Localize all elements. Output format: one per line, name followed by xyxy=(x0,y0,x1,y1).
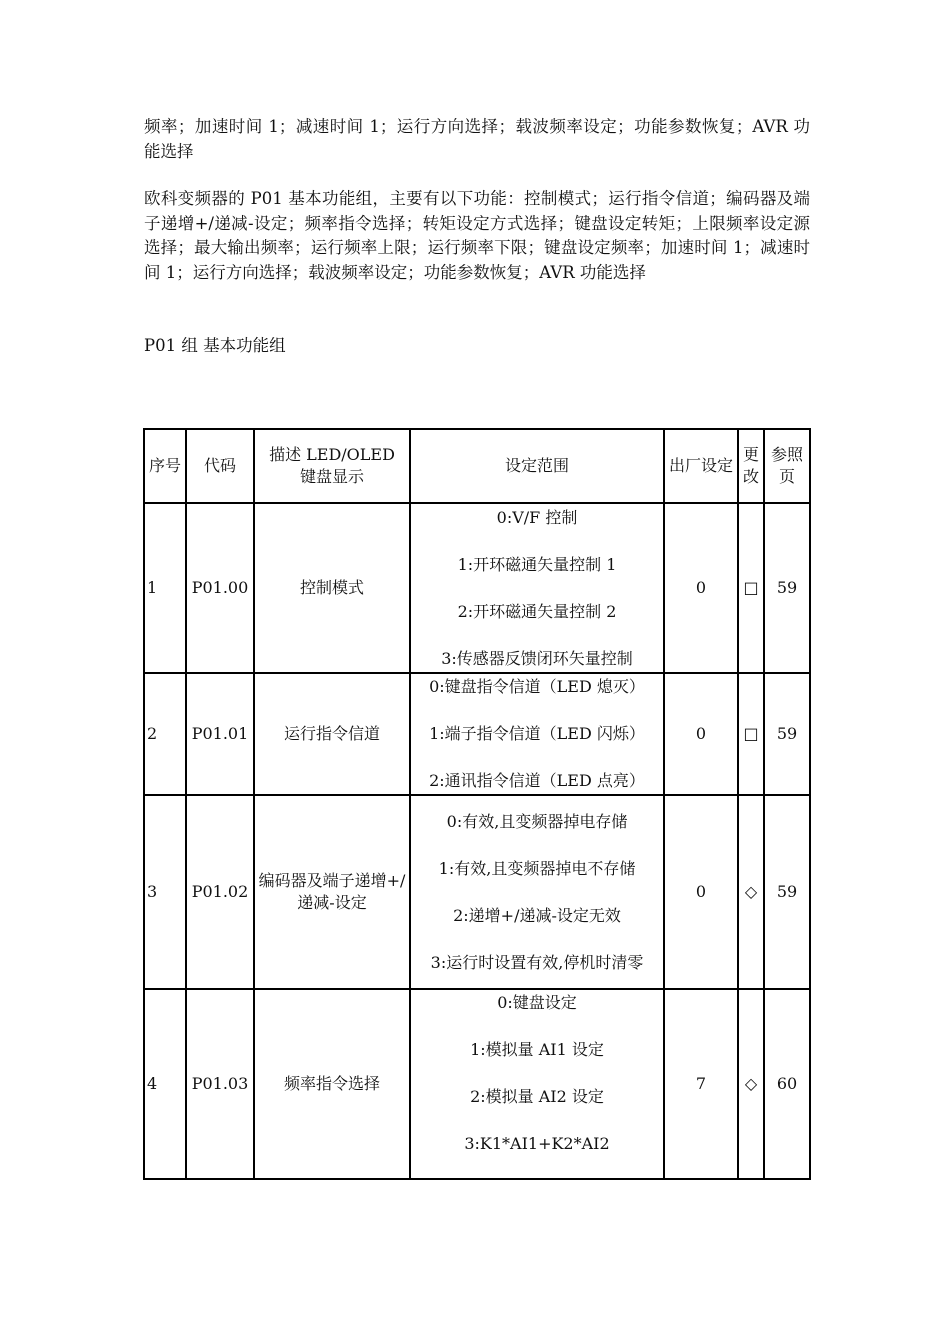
table-row xyxy=(145,990,809,1178)
range-option: 0:键盘设定 xyxy=(497,993,577,1012)
range-option: 2:递增+/递减-设定无效 xyxy=(453,905,621,925)
header-range: 设定范围 xyxy=(411,430,663,502)
row-range xyxy=(411,504,663,672)
table-header-row xyxy=(145,430,809,502)
row-default: 0 xyxy=(665,674,737,794)
header-code: 代码 xyxy=(187,430,253,502)
range-option: 3:传感器反馈闭环矢量控制 xyxy=(441,648,633,668)
row-no: 2 xyxy=(145,674,185,794)
range-option: 1:端子指令信道（LED 闪烁） xyxy=(429,724,645,743)
intro-summary: 欧科变频器的 P01 基本功能组，主要有以下功能：控制模式；运行指令信道；编码器及端子递增+/递减-设定；频率指令选择；转矩设定方式选择；键盘设定转矩；上限频率设定源选择；最大输出频率；运行频率上限；运行频率下限；键盘设定频率；加速时间 1；减速时间 1；运行方向选择；载波频率设定；功能参数恢复；AVR 功能选择 xyxy=(144,189,810,282)
row-desc: 编码器及端子递增+/递减-设定 xyxy=(255,796,409,988)
table-row xyxy=(145,796,809,988)
range-option: 3:运行时设置有效,停机时清零 xyxy=(430,952,644,972)
row-desc: 频率指令选择 xyxy=(255,990,409,1178)
row-page: 60 xyxy=(765,990,809,1178)
header-default: 出厂设定 xyxy=(665,430,737,502)
range-option: 0:键盘指令信道（LED 熄灭） xyxy=(429,677,645,696)
row-default: 0 xyxy=(665,796,737,988)
row-desc: 运行指令信道 xyxy=(255,674,409,794)
header-no: 序号 xyxy=(145,430,185,502)
change-mark-icon: ◇ xyxy=(739,796,763,988)
row-page: 59 xyxy=(765,504,809,672)
row-code: P01.00 xyxy=(187,504,253,672)
range-option: 0:V/F 控制 xyxy=(496,507,578,527)
row-no: 1 xyxy=(145,504,185,672)
row-code: P01.03 xyxy=(187,990,253,1178)
group-title: P01 组 基本功能组 xyxy=(144,336,286,355)
row-range xyxy=(411,796,663,988)
range-option: 1:模拟量 AI1 设定 xyxy=(470,1040,604,1059)
range-option: 3:K1*AI1+K2*AI2 xyxy=(464,1134,610,1153)
header-desc-line1: 描述 LED/OLED xyxy=(269,445,395,464)
row-default: 0 xyxy=(665,504,737,672)
parameter-table xyxy=(143,428,811,1180)
change-mark-icon: □ xyxy=(739,674,763,794)
row-page: 59 xyxy=(765,796,809,988)
table-row xyxy=(145,674,809,794)
row-no: 4 xyxy=(145,990,185,1178)
row-range xyxy=(411,990,663,1178)
range-option: 1:开环磁通矢量控制 1 xyxy=(457,554,617,574)
header-desc-line2: 键盘显示 xyxy=(299,467,364,486)
range-option: 1:有效,且变频器掉电不存储 xyxy=(438,858,636,878)
row-code: P01.02 xyxy=(187,796,253,988)
header-desc xyxy=(255,430,409,502)
range-option: 2:通讯指令信道（LED 点亮） xyxy=(429,771,645,790)
intro-continuation: 频率；加速时间 1；减速时间 1；运行方向选择；载波频率设定；功能参数恢复；AVR 功能选择 xyxy=(144,117,810,161)
change-mark-icon: ◇ xyxy=(739,990,763,1178)
row-code: P01.01 xyxy=(187,674,253,794)
range-option: 2:开环磁通矢量控制 2 xyxy=(457,601,617,621)
row-range xyxy=(411,674,663,794)
row-default: 7 xyxy=(665,990,737,1178)
row-no: 3 xyxy=(145,796,185,988)
header-change: 更改 xyxy=(739,430,763,502)
change-mark-icon: □ xyxy=(739,504,763,672)
table-row xyxy=(145,504,809,672)
row-desc: 控制模式 xyxy=(255,504,409,672)
header-page: 参照页 xyxy=(765,430,809,502)
row-page: 59 xyxy=(765,674,809,794)
range-option: 2:模拟量 AI2 设定 xyxy=(470,1087,604,1106)
range-option: 0:有效,且变频器掉电存储 xyxy=(446,811,628,831)
